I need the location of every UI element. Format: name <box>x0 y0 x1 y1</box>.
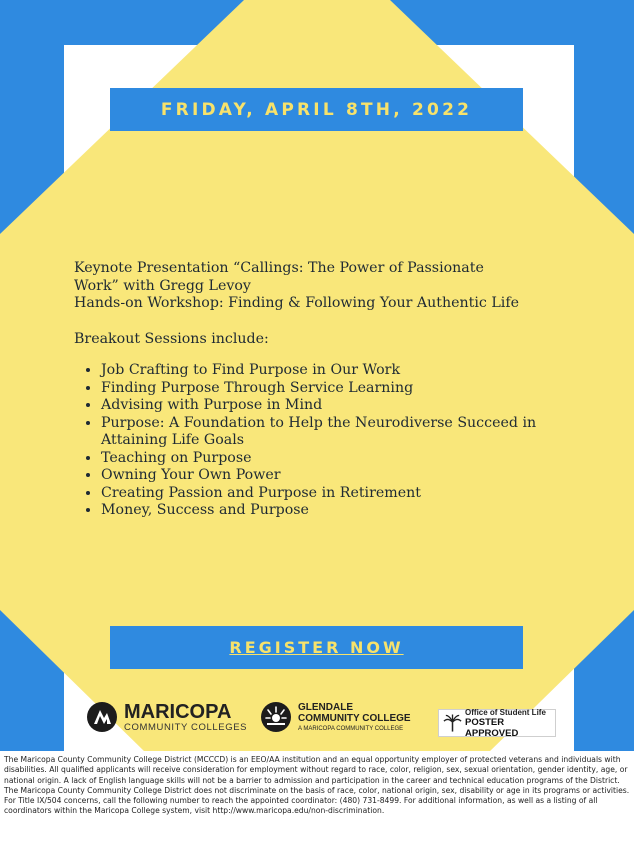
logo-row <box>64 695 574 745</box>
poster-approved-badge <box>438 709 556 737</box>
session-item: • Creating Passion and Purpose in Retirement <box>101 485 574 503</box>
disclaimer-paragraph-2: The Maricopa County Community College District does not discriminate on the basis of race, color, national origin, sex, disability or age in its programs or activities. For Title IX/504 concerns, call the following number to reach the appointed coordinator: (480) 731-8499. For additional information, as well as a listing of all coordinators within the Maricopa College system, visit http://www.maricopa.edu/non-discrimination. <box>4 785 630 816</box>
workshop-line: Hands-on Workshop: Finding & Following Your Authentic Life <box>74 295 519 311</box>
disclaimer-paragraph-1: The Maricopa County Community College District (MCCCD) is an EEO/AA institution and an equal opportunity employer of protected veterans and individuals with disabilities. All qualified applicants will receive consideration for employment without regard to race, color, religion, sex, sexual orientation, gender identity, age, or national origin. A lack of English language skills will not be a barrier to admission and participation in the career and technical education programs of the District. <box>4 755 628 785</box>
legal-disclaimer <box>0 751 634 849</box>
glendale-name-line-2: COMMUNITY COLLEGE <box>298 713 411 724</box>
maricopa-mark-icon <box>86 701 118 733</box>
osl-office-name: Office of Student Life <box>465 707 546 717</box>
date-banner <box>110 88 523 131</box>
register-now-button[interactable] <box>110 626 523 669</box>
glendale-subtitle: A MARICOPA COMMUNITY COLLEGE <box>298 726 404 732</box>
maricopa-name: MARICOPA <box>124 700 232 723</box>
session-item: • Teaching on Purpose <box>101 450 574 468</box>
session-item: • Advising with Purpose in Mind <box>101 397 574 415</box>
keynote-line-1: Keynote Presentation “Callings: The Power of Passionate <box>74 260 484 276</box>
session-item: • Money, Success and Purpose <box>101 502 574 520</box>
keynote-line-2: Work” with Gregg Levoy <box>74 277 251 294</box>
palm-tree-icon <box>443 713 462 733</box>
sun-emblem-icon <box>260 701 292 733</box>
glendale-name-line-1: GLENDALE <box>298 702 353 713</box>
event-date: FRIDAY, APRIL 8TH, 2022 <box>160 99 473 120</box>
session-item: • Finding Purpose Through Service Learning <box>101 380 574 398</box>
glendale-logo <box>260 701 411 733</box>
session-list <box>74 362 574 520</box>
osl-approval-text: POSTER APPROVED <box>465 716 519 739</box>
event-details <box>74 260 574 520</box>
register-now-label[interactable]: REGISTER NOW <box>229 638 404 657</box>
maricopa-subtitle: COMMUNITY COLLEGES <box>124 721 248 733</box>
session-item: • Job Crafting to Find Purpose in Our Work <box>101 362 574 380</box>
session-item: • Owning Your Own Power <box>101 467 574 485</box>
breakout-heading: Breakout Sessions include: <box>74 330 269 347</box>
session-item: • Purpose: A Foundation to Help the Neurodiverse Succeed in Attaining Life Goals <box>101 415 574 450</box>
maricopa-logo <box>86 701 247 733</box>
